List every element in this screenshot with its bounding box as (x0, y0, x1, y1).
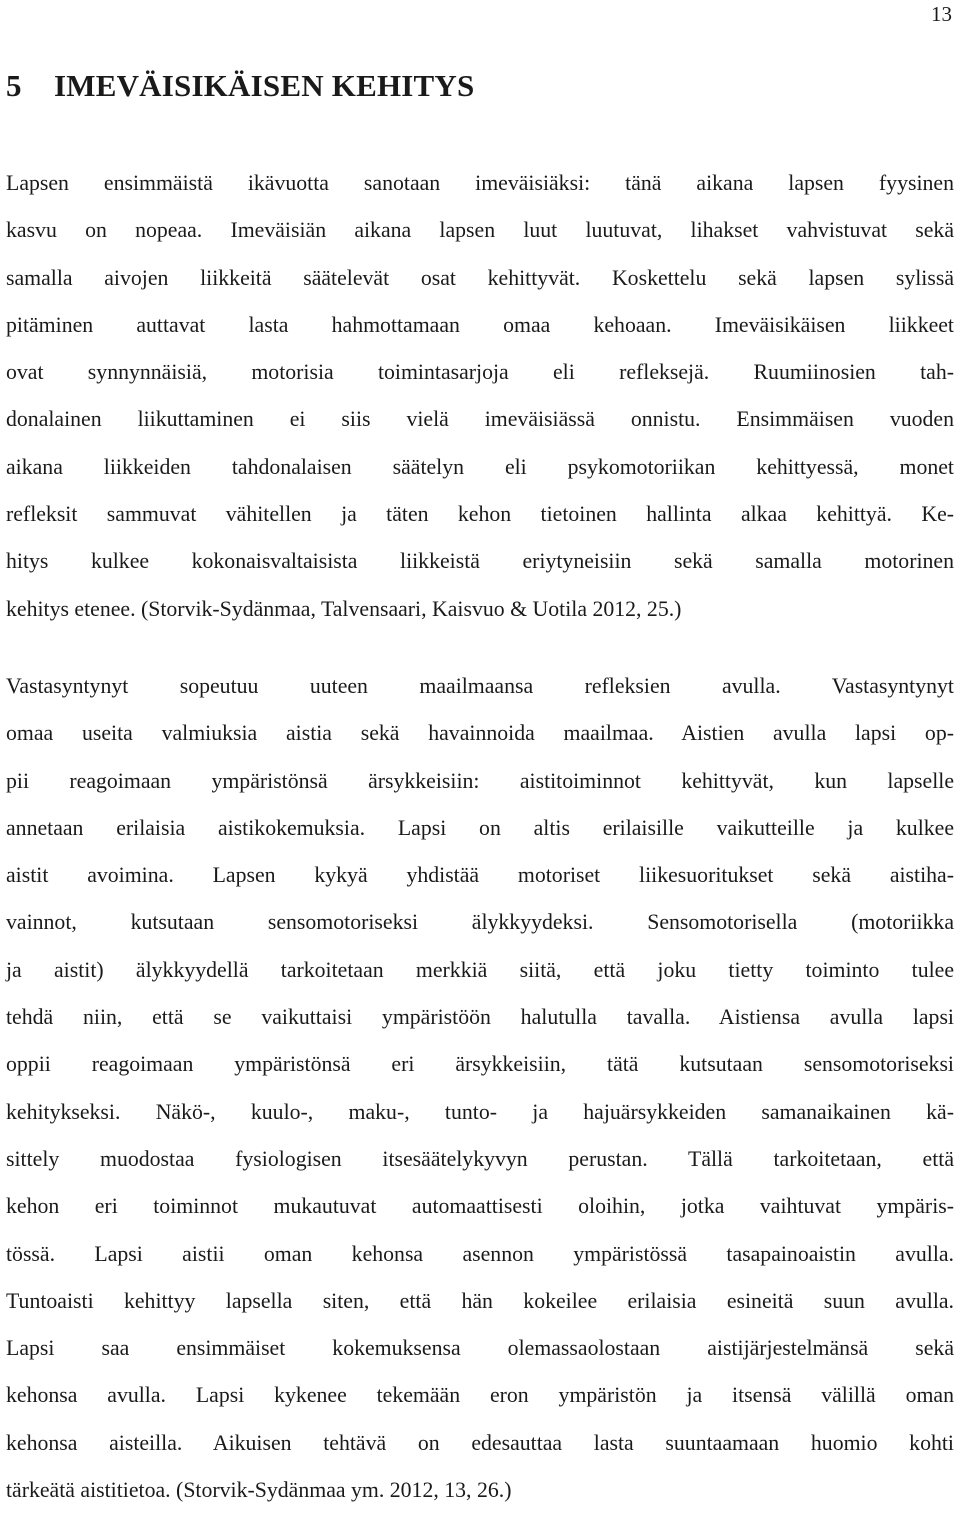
text-line: kehonsa avulla. Lapsi kykenee tekemään eron ympäristön ja itsensä välillä oman (6, 1383, 954, 1408)
text-line: tärkeätä aistitietoa. (Storvik-Sydänmaa ym. 2012, 13, 26.) (6, 1478, 512, 1503)
text-line: pitäminen auttavat lasta hahmottamaan omaa kehoaan. Imeväisikäisen liikkeet (6, 312, 954, 337)
text-line: kehitykseksi. Näkö-, kuulo-, maku-, tunto- ja hajuärsykkeiden samanaikainen kä- (6, 1099, 954, 1124)
chapter-heading (6, 66, 474, 106)
text-line: ovat synnynnäisiä, motorisia toimintasarjoja eli refleksejä. Ruumiinosien tah- (6, 360, 954, 385)
text-line: tössä. Lapsi aistii oman kehonsa asennon ympäristössä tasapainoaistin avulla. (6, 1241, 954, 1266)
text-line: donalainen liikuttaminen ei siis vielä imeväisiässä onnistu. Ensimmäisen vuoden (6, 407, 954, 432)
text-line: Lapsen ensimmäistä ikävuotta sanotaan imeväisiäksi: tänä aikana lapsen fyysinen (6, 171, 954, 195)
text-line: refleksit sammuvat vähitellen ja täten kehon tietoinen hallinta alkaa kehittyä. Ke- (6, 502, 954, 527)
chapter-title: IMEVÄISIKÄISEN KEHITYS (54, 68, 475, 103)
text-line: omaa useita valmiuksia aistia sekä havainnoida maailmaa. Aistien avulla lapsi op- (6, 721, 954, 746)
text-line: samalla aivojen liikkeitä säätelevät osat kehittyvät. Koskettelu sekä lapsen sylissä (6, 265, 954, 290)
paragraph (6, 160, 954, 633)
text-line: kehon eri toiminnot mukautuvat automaattisesti oloihin, jotka vaihtuvat ympäris- (6, 1194, 954, 1219)
text-line: kasvu on nopeaa. Imeväisiän aikana lapsen luut luutuvat, lihakset vahvistuvat sekä (6, 218, 954, 243)
chapter-number: 5 (6, 68, 22, 103)
text-line: Tuntoaisti kehittyy lapsella siten, että hän kokeilee erilaisia esineitä suun avulla. (6, 1288, 954, 1313)
text-line: sittely muodostaa fysiologisen itsesäätelykyvyn perustan. Tällä tarkoitetaan, että (6, 1146, 954, 1171)
page-number: 13 (931, 2, 952, 26)
text-line: Lapsi saa ensimmäiset kokemuksensa olemassaolostaan aistijärjestelmänsä sekä (6, 1336, 954, 1361)
text-line: annetaan erilaisia aistikokemuksia. Lapsi on altis erilaisille vaikutteille ja kulkee (6, 815, 954, 840)
text-line: kehonsa aisteilla. Aikuisen tehtävä on edesauttaa lasta suuntaamaan huomio kohti (6, 1430, 954, 1455)
text-line: ja aistit) älykkyydellä tarkoitetaan merkkiä siitä, että joku tietty toiminto tulee (6, 957, 954, 982)
text-line: aikana liikkeiden tahdonalaisen säätelyn eli psykomotoriikan kehittyessä, monet (6, 454, 954, 479)
text-line: oppii reagoimaan ympäristönsä eri ärsykkeisiin, tätä kutsutaan sensomotoriseksi (6, 1052, 954, 1077)
text-line: hitys kulkee kokonaisvaltaisista liikkeistä eriytyneisiin sekä samalla motorinen (6, 549, 954, 574)
paragraph (6, 663, 954, 1514)
text-line: aistit avoimina. Lapsen kykyä yhdistää motoriset liikesuoritukset sekä aistiha- (6, 863, 954, 888)
text-line: tehdä niin, että se vaikuttaisi ympäristöön halutulla tavalla. Aistiensa avulla lapsi (6, 1005, 954, 1030)
text-line: vainnot, kutsutaan sensomotoriseksi älykkyydeksi. Sensomotorisella (motoriikka (6, 910, 954, 935)
text-line: Vastasyntynyt sopeutuu uuteen maailmaansa refleksien avulla. Vastasyntynyt (6, 674, 954, 698)
text-line: pii reagoimaan ympäristönsä ärsykkeisiin: aistitoiminnot kehittyvät, kun lapselle (6, 768, 954, 793)
text-line: kehitys etenee. (Storvik-Sydänmaa, Talvensaari, Kaisvuo & Uotila 2012, 25.) (6, 596, 682, 621)
